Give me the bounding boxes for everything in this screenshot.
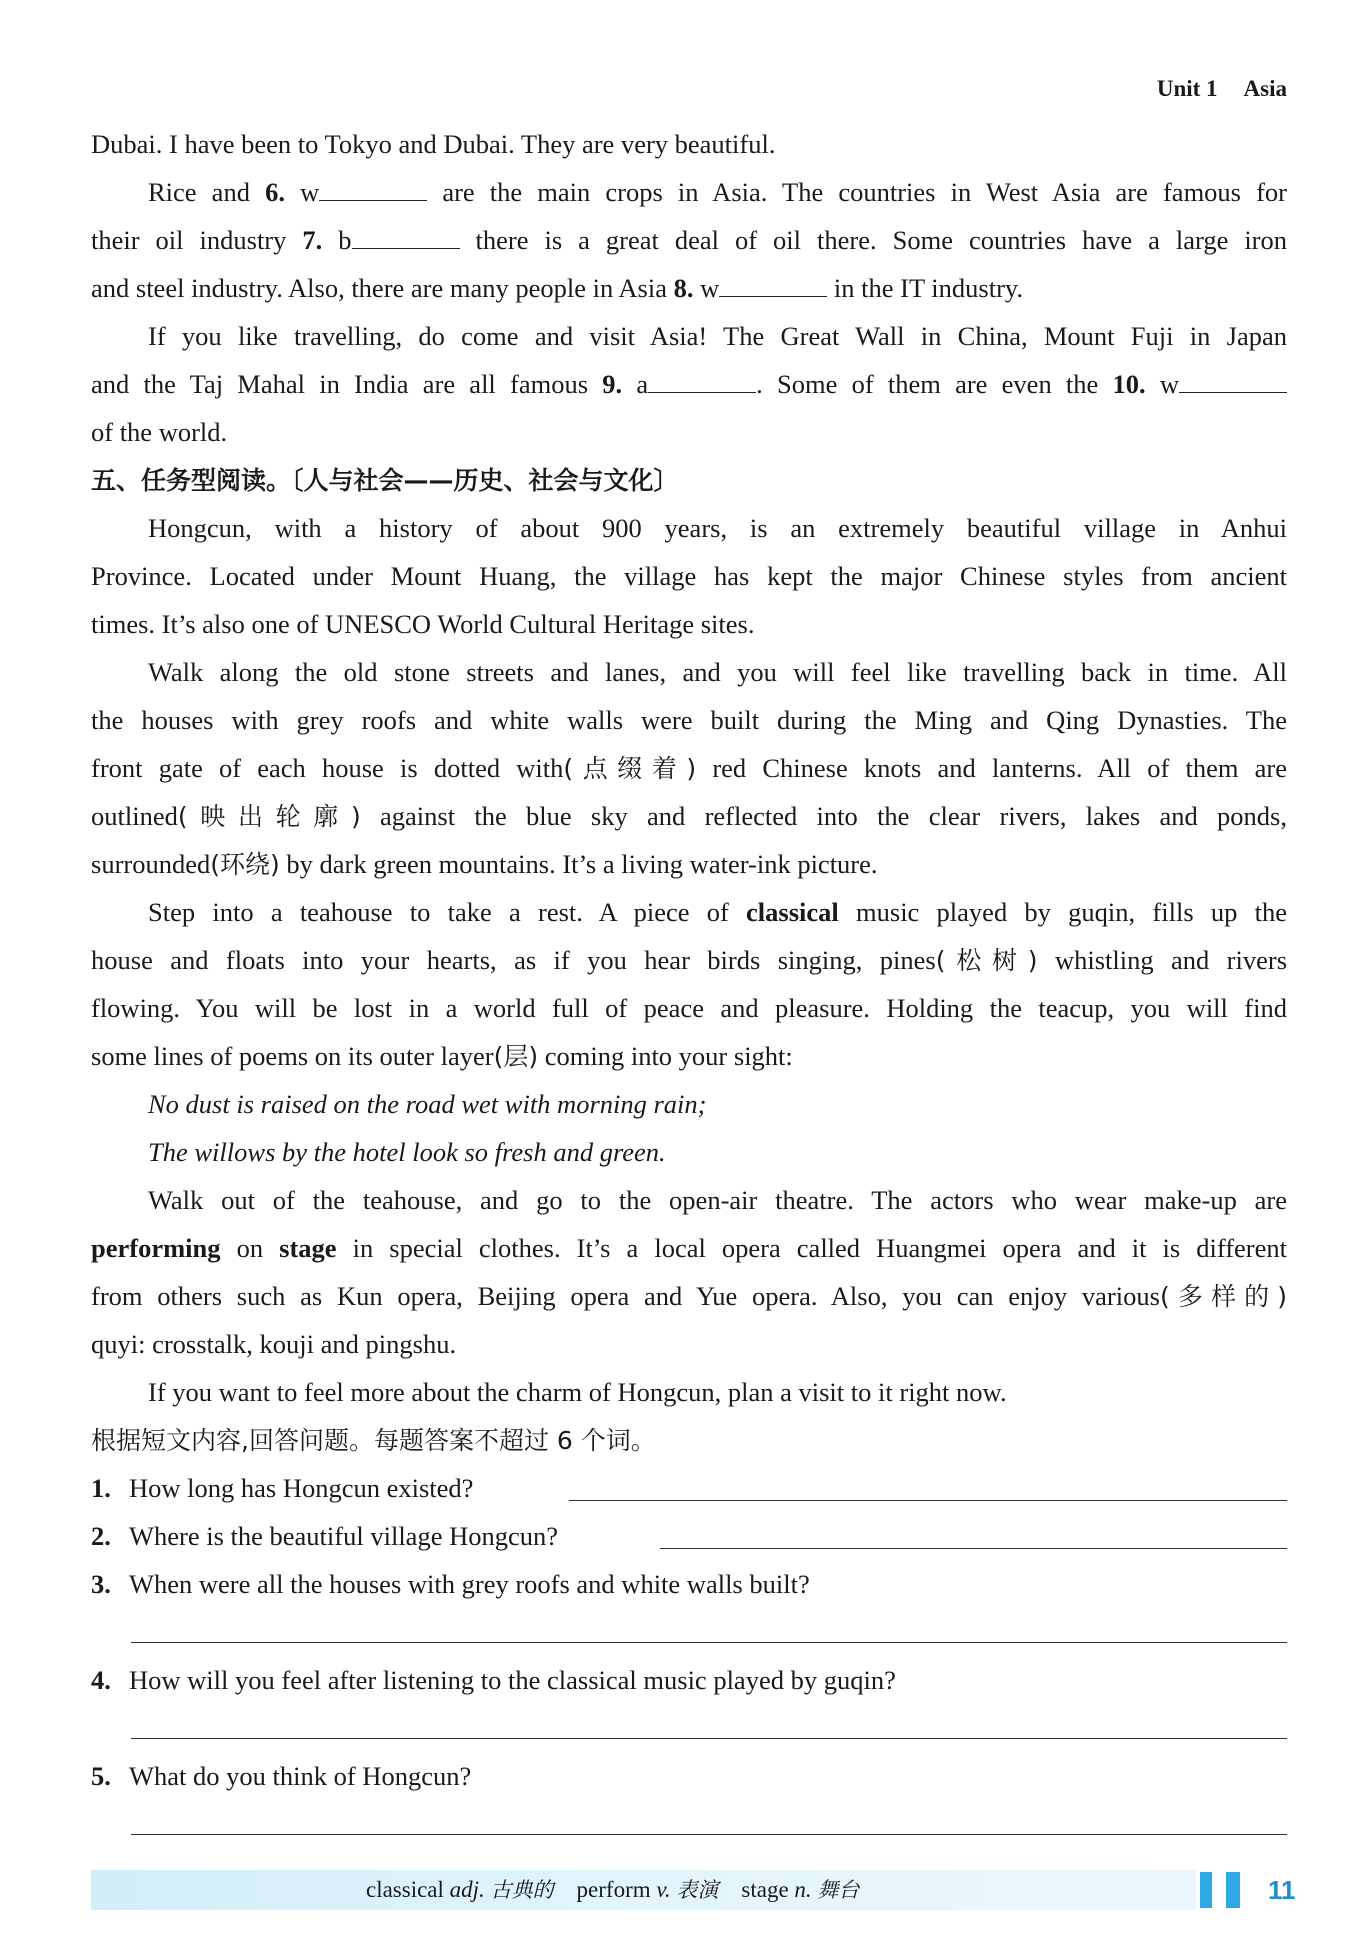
question-5: 5. What do you think of Hongcun?: [91, 1761, 472, 1791]
passage-line: flowing. You will be lost in a world full of peace and pleasure. Holding the teacup, you will find: [91, 993, 1287, 1023]
passage-line: the houses with grey roofs and white walls were built during the Ming and Qing Dynasties. The: [91, 705, 1287, 735]
vocab-performing: performing: [91, 1233, 221, 1263]
cloze-line: If you like travelling, do come and visit Asia! The Great Wall in China, Mount Fuji in Japan: [148, 321, 1287, 351]
answer-line-3[interactable]: [131, 1642, 1287, 1643]
passage-line: Province. Located under Mount Huang, the village has kept the major Chinese styles from ancient: [91, 561, 1287, 591]
passage-line: house and floats into your hearts, as if you hear birds singing, pines(松树) whistling and rivers: [91, 945, 1288, 975]
vocab-footer: classical adj. 古典的 perform v. 表演 stage n. 舞台: [366, 1877, 860, 1902]
cloze-line: of the world.: [91, 417, 228, 447]
vocab-stage: stage: [279, 1233, 337, 1263]
question-2: 2. Where is the beautiful village Hongcun?: [91, 1521, 558, 1551]
page-header: [1157, 76, 1287, 102]
passage-line: Walk along the old stone streets and lanes, and you will feel like travelling back in time. All: [148, 657, 1287, 687]
passage-line: surrounded(环绕) by dark green mountains. It’s a living water-ink picture.: [91, 849, 878, 879]
cloze-line: Dubai. I have been to Tokyo and Dubai. They are very beautiful.: [91, 129, 776, 159]
blank-10[interactable]: [1179, 368, 1287, 393]
passage-line: Walk out of the teahouse, and go to the open-air theatre. The actors who wear make-up are: [148, 1185, 1287, 1215]
passage-line: from others such as Kun opera, Beijing opera and Yue opera. Also, you can enjoy various(多样的): [91, 1281, 1287, 1311]
passage-line: quyi: crosstalk, kouji and pingshu.: [91, 1329, 457, 1359]
blank-9[interactable]: [648, 368, 756, 393]
passage-line: Step into a teahouse to take a rest. A piece of classical music played by guqin, fills up the: [148, 897, 1287, 927]
passage-line: front gate of each house is dotted with(点缀着) red Chinese knots and lanterns. All of them are: [91, 753, 1287, 783]
page-marker-bar: [1200, 1872, 1212, 1908]
footer-word: perform: [576, 1877, 651, 1902]
section-title: 五、任务型阅读。〔人与社会——历史、社会与文化〕: [91, 466, 679, 495]
cloze-line: Rice and 6. w are the main crops in Asia. The countries in West Asia are famous for: [148, 177, 1288, 207]
cloze-line: and the Taj Mahal in India are all famous 9. a . Some of them are even the 10. w: [91, 360, 1287, 408]
poem-line: No dust is raised on the road wet with morning rain;: [148, 1089, 707, 1119]
answer-line-5[interactable]: [131, 1834, 1287, 1835]
question-4: 4. How will you feel after listening to the classical music played by guqin?: [91, 1665, 896, 1695]
unit-topic: Asia: [1243, 76, 1287, 101]
footer-word: stage: [741, 1877, 789, 1902]
passage-line: times. It’s also one of UNESCO World Cultural Heritage sites.: [91, 609, 755, 639]
passage-line: If you want to feel more about the charm of Hongcun, plan a visit to it right now.: [148, 1377, 1007, 1407]
footer-word: classical: [366, 1877, 444, 1902]
blank-7[interactable]: [352, 224, 460, 249]
passage-line: outlined(映出轮廓) against the blue sky and reflected into the clear rivers, lakes and ponds,: [91, 801, 1287, 831]
unit-label: Unit 1: [1156, 76, 1218, 101]
question-1: 1. How long has Hongcun existed?: [91, 1473, 474, 1503]
passage-line: some lines of poems on its outer layer(层) coming into your sight:: [91, 1041, 793, 1071]
answer-line-1[interactable]: [569, 1500, 1287, 1501]
vocab-classical: classical: [746, 897, 839, 927]
blank-8[interactable]: [719, 272, 827, 297]
passage-line: Hongcun, with a history of about 900 years, is an extremely beautiful village in Anhui: [148, 513, 1287, 543]
answer-line-2[interactable]: [660, 1548, 1287, 1549]
cloze-line: and steel industry. Also, there are many people in Asia 8. w in the IT industry.: [91, 273, 1024, 303]
answer-line-4[interactable]: [131, 1738, 1287, 1739]
page-number: 11: [1268, 1875, 1296, 1905]
page-marker-bar: [1226, 1872, 1240, 1908]
instructions: 根据短文内容,回答问题。每题答案不超过 6 个词。: [91, 1426, 656, 1455]
poem-line: The willows by the hotel look so fresh and green.: [148, 1137, 666, 1167]
blank-6[interactable]: [319, 176, 427, 201]
cloze-line: their oil industry 7. b there is a great deal of oil there. Some countries have a large iron: [91, 225, 1288, 255]
passage-line: performing on stage in special clothes. It’s a local opera called Huangmei opera and it is different: [91, 1233, 1288, 1263]
question-3: 3. When were all the houses with grey roofs and white walls built?: [91, 1569, 810, 1599]
